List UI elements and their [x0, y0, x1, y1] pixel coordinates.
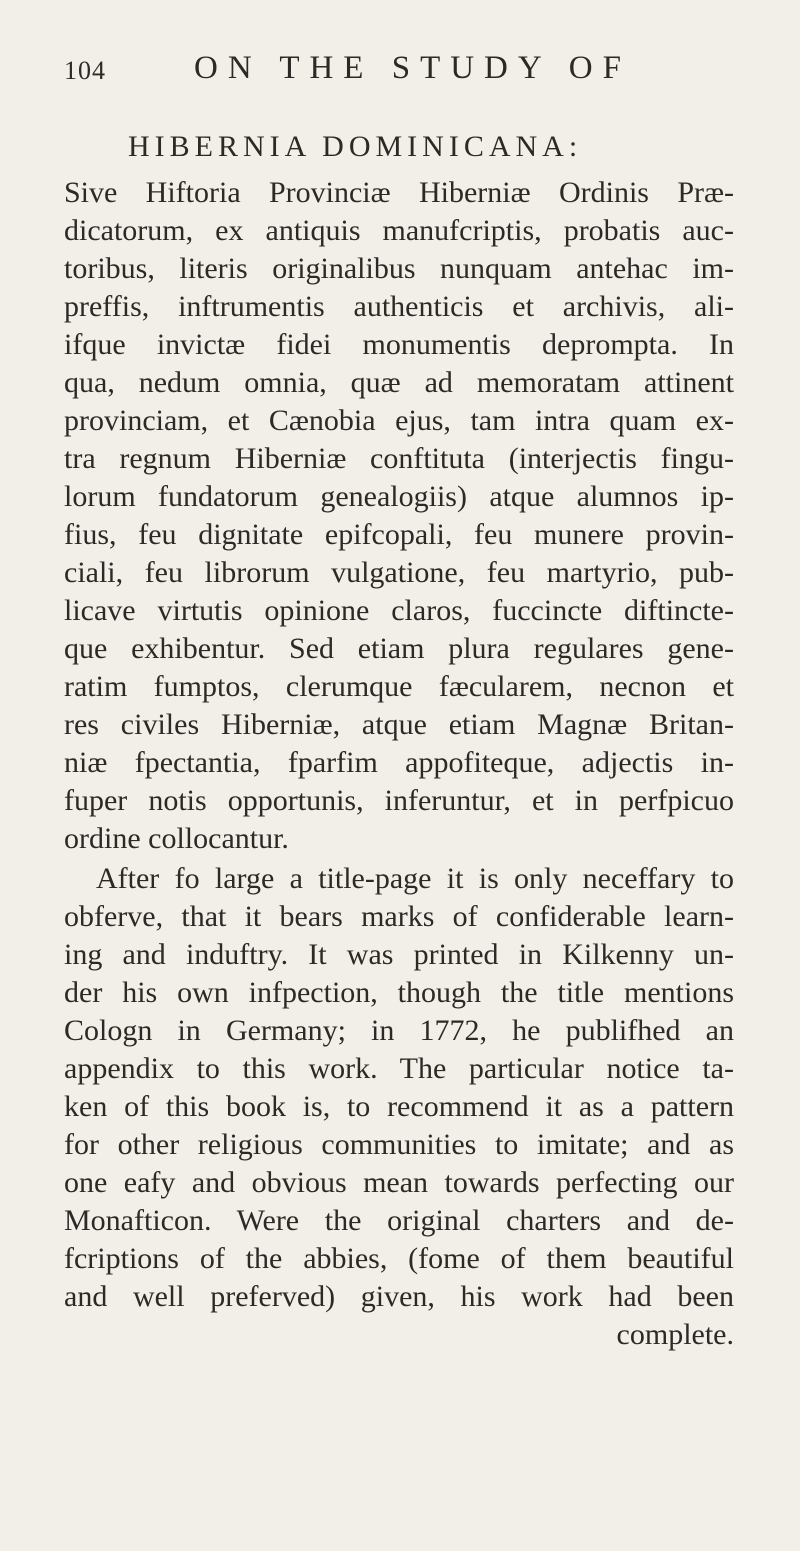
text-line: lorum fundatorum genealogiis) atque alumnos ip-: [64, 480, 734, 513]
text-line: and well preferved) given, his work had been: [64, 1280, 734, 1313]
page-number: 104: [64, 56, 106, 85]
text-line: der his own infpection, though the title mentions: [64, 976, 734, 1009]
text-line: for other religious communities to imitate; and as: [64, 1128, 734, 1161]
text-line: preffis, inftrumentis authenticis et archivis, ali-: [64, 290, 734, 323]
text-line: ciali, feu librorum vulgatione, feu martyrio, pub-: [64, 556, 734, 589]
text-line: fuper notis opportunis, inferuntur, et in perfpicuo: [64, 784, 734, 817]
text-line: res civiles Hiberniæ, atque etiam Magnæ Britan-: [64, 708, 734, 741]
text-line: Monafticon. Were the original charters and de-: [64, 1204, 734, 1237]
text-line: complete.: [616, 1318, 734, 1351]
text-line: niæ fpectantia, fparfim appofiteque, adjectis in-: [64, 746, 734, 779]
text-line: tra regnum Hiberniæ conftituta (interjectis fingu-: [64, 442, 734, 475]
text-line: ratim fumptos, clerumque fæcularem, necnon et: [64, 670, 734, 703]
running-title: ON THE STUDY OF: [194, 50, 631, 86]
text-line: appendix to this work. The particular notice ta-: [64, 1052, 734, 1085]
text-line: fius, feu dignitate epifcopali, feu munere provin-: [64, 518, 734, 551]
text-line: After fo large a title-page it is only neceffary to: [96, 862, 734, 895]
work-title: HIBERNIA DOMINICANA:: [128, 130, 583, 163]
text-line: dicatorum, ex antiquis manufcriptis, probatis auc-: [64, 214, 734, 247]
text-line: ken of this book is, to recommend it as a pattern: [64, 1090, 734, 1123]
text-line: obferve, that it bears marks of confiderable learn-: [64, 900, 734, 933]
text-line: ing and induftry. It was printed in Kilkenny un-: [64, 938, 734, 971]
text-line: provinciam, et Cænobia ejus, tam intra quam ex-: [64, 404, 734, 437]
text-line: qua, nedum omnia, quæ ad memoratam attinent: [64, 366, 734, 399]
text-line: licave virtutis opinione claros, fuccincte diftincte-: [64, 594, 734, 627]
text-line: que exhibentur. Sed etiam plura regulares gene-: [64, 632, 734, 665]
text-line: ifque invictæ fidei monumentis deprompta. In: [64, 328, 734, 361]
text-line: ordine collocantur.: [64, 822, 289, 855]
text-line: Sive Hiftoria Provinciæ Hiberniæ Ordinis Præ-: [64, 176, 734, 209]
text-line: Cologn in Germany; in 1772, he publifhed an: [64, 1014, 734, 1047]
text-line: fcriptions of the abbies, (fome of them beautiful: [64, 1242, 734, 1275]
text-line: one eafy and obvious mean towards perfecting our: [64, 1166, 734, 1199]
text-line: toribus, literis originalibus nunquam antehac im-: [64, 252, 734, 285]
running-head: [64, 50, 664, 90]
